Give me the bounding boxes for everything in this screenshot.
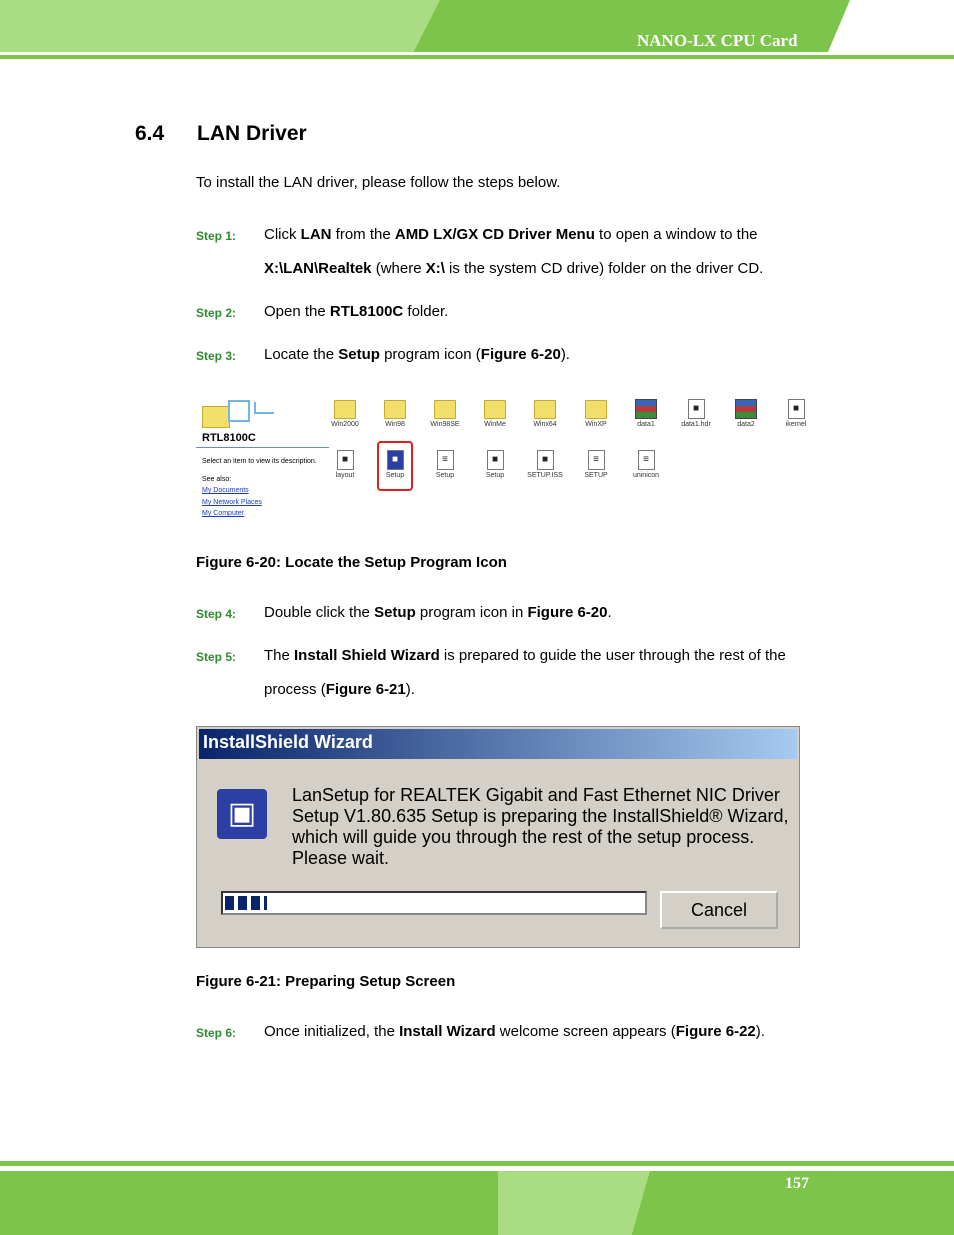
file-setup-ini[interactable]: ≡ Setup (415, 445, 475, 479)
see-also-label: See also: (202, 476, 232, 483)
link-my-computer[interactable]: My Computer (202, 510, 245, 517)
installshield-dialog (196, 726, 800, 948)
step-text: Locate the Setup program icon (Figure 6-20). (264, 346, 570, 363)
header-corner (828, 0, 954, 52)
figure-caption: Figure 6-21: Preparing Setup Screen (196, 973, 456, 990)
folder-win98se[interactable]: Win98SE (415, 394, 475, 428)
footer-rule (0, 1161, 954, 1166)
document-icon: ■ (788, 399, 805, 419)
step-text: The Install Shield Wizard is prepared to guide the user through the rest of the (264, 647, 786, 664)
section-heading (135, 122, 307, 146)
file-data1[interactable]: data1 (616, 394, 676, 428)
file-data2[interactable]: data2 (716, 394, 776, 428)
file-ikernel[interactable]: ■ ikernel (766, 394, 826, 428)
link-my-network-places[interactable]: My Network Places (202, 499, 262, 506)
file-setup-iss[interactable]: ■ SETUP.ISS (515, 445, 575, 479)
document-icon: ■ (337, 450, 354, 470)
folder-winxp[interactable]: WinXP (566, 394, 626, 428)
folder-icon (484, 400, 506, 419)
step-label: Step 3: (196, 349, 237, 363)
file-data1-hdr[interactable]: ■ data1.hdr (666, 394, 726, 428)
section-title: LAN Driver (197, 122, 307, 145)
archive-icon (735, 399, 757, 419)
installer-icon: ▣ (217, 789, 267, 839)
step-label: Step 1: (196, 229, 237, 243)
page-number: 157 (785, 1175, 809, 1192)
explorer-screenshot (196, 394, 816, 526)
step-label: Step 5: (196, 650, 237, 664)
step-text: Open the RTL8100C folder. (264, 303, 449, 320)
step-text: Double click the Setup program icon in Figure 6-20. (264, 604, 612, 621)
folder-icon (384, 400, 406, 419)
folder-banner-icon (198, 398, 274, 428)
file-layout[interactable]: ■ layout (315, 445, 375, 479)
settings-file-icon: ≡ (638, 450, 655, 470)
settings-file-icon: ≡ (437, 450, 454, 470)
dialog-title: InstallShield Wizard (203, 732, 373, 752)
setup-icon: ■ (387, 450, 404, 470)
link-my-documents[interactable]: My Documents (202, 487, 249, 494)
header-rule (0, 55, 954, 59)
section-number: 6.4 (135, 122, 165, 145)
footer-accent (498, 1171, 650, 1235)
folder-title: RTL8100C (202, 432, 256, 444)
folder-win2000[interactable]: Win2000 (315, 394, 375, 428)
progress-bar (221, 891, 647, 915)
folder-win98[interactable]: Win98 (365, 394, 425, 428)
footer-band (0, 1171, 954, 1235)
step-label: Step 4: (196, 607, 237, 621)
archive-icon (635, 399, 657, 419)
step-text: Click LAN from the AMD LX/GX CD Driver Menu to open a window to the (264, 226, 758, 243)
file-setup-exe[interactable]: ■ Setup (365, 445, 425, 479)
folder-icon (434, 400, 456, 419)
progress-fill (225, 896, 267, 910)
document-icon: ■ (688, 399, 705, 419)
figure-caption: Figure 6-20: Locate the Setup Program Icon (196, 554, 507, 571)
step-text: process (Figure 6-21). (264, 681, 415, 698)
folder-icon (334, 400, 356, 419)
folder-winx64[interactable]: Winx64 (515, 394, 575, 428)
step-text: Once initialized, the Install Wizard welcome screen appears (Figure 6-22). (264, 1023, 765, 1040)
header-accent (0, 0, 440, 52)
folder-icon (534, 400, 556, 419)
intro-text: To install the LAN driver, please follow the steps below. (196, 174, 561, 191)
step-label: Step 6: (196, 1026, 237, 1040)
step-text: X:\LAN\Realtek (where X:\ is the system CD drive) folder on the driver CD. (264, 260, 764, 277)
file-uninicon[interactable]: ≡ uninicon (616, 445, 676, 479)
header-title: NANO-LX CPU Card (637, 31, 798, 50)
file-setup-inx[interactable]: ■ Setup (465, 445, 525, 479)
document-icon: ■ (537, 450, 554, 470)
folder-icon (585, 400, 607, 419)
cancel-button[interactable]: Cancel (660, 891, 778, 929)
folder-winme[interactable]: WinMe (465, 394, 525, 428)
document-icon: ■ (487, 450, 504, 470)
dialog-titlebar (199, 729, 797, 759)
folder-description: Select an item to view its description. (202, 458, 317, 465)
dialog-message: LanSetup for REALTEK Gigabit and Fast Ethernet NIC Driver Setup V1.80.635 Setup is preparing the InstallShield® Wizard, which will guide you through the rest of the setup process. Please wait. (292, 785, 789, 868)
divider (196, 447, 329, 448)
text-file-icon: ≡ (588, 450, 605, 470)
file-setup-txt[interactable]: ≡ SETUP (566, 445, 626, 479)
step-label: Step 2: (196, 306, 237, 320)
